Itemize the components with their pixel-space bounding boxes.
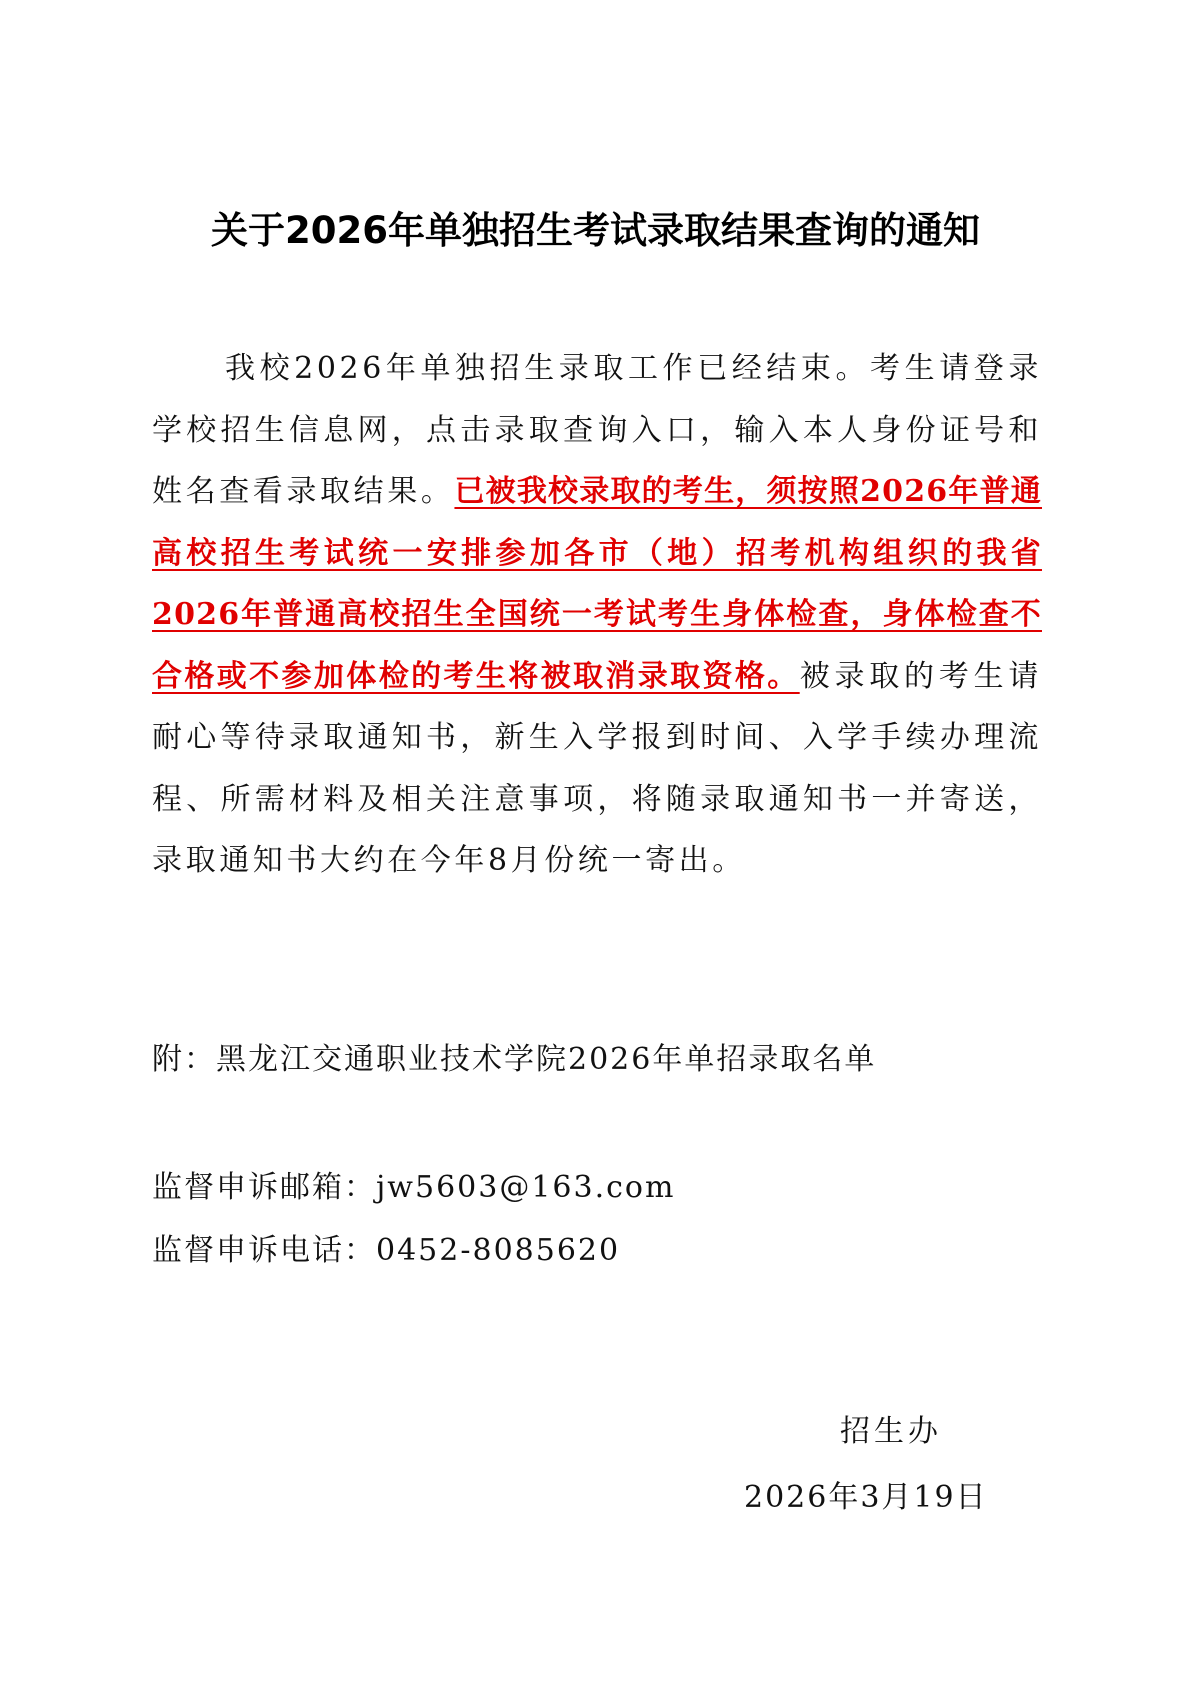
notice-body-paragraph bbox=[152, 338, 1042, 892]
signature-office: 招生办 bbox=[840, 1414, 942, 1449]
notice-title: 关于2026年单独招生考试录取结果查询的通知 bbox=[211, 209, 980, 252]
body-text-before: 我校2026年单独招生录取工作已经结束。考生请登录学校招生信息网，点击录取查询入口，输入本人身份证号和姓名查看录取结果。 bbox=[152, 351, 1042, 509]
complaint-email-line: 监督申诉邮箱：jw5603@163.com bbox=[152, 1170, 676, 1205]
body-text-after: 被录取的考生请耐心等待录取通知书，新生入学报到时间、入学手续办理流程、所需材料及相关注意事项，将随录取通知书一并寄送，录取通知书大约在今年8月份统一寄出。 bbox=[152, 658, 1043, 878]
complaint-phone-line: 监督申诉电话：0452-8085620 bbox=[152, 1233, 621, 1268]
body-highlight-requirement: 已被我校录取的考生，须按照2026年普通高校招生考试统一安排参加各市（地）招考机构组织的我省2026年普通高校招生全国统一考试考生身体检查，身体检查不合格或不参加体检的考生将被取消录取资格。 bbox=[152, 474, 1042, 694]
attachment-line: 附：黑龙江交通职业技术学院2026年单招录取名单 bbox=[152, 1042, 877, 1077]
signature-date: 2026年3月19日 bbox=[744, 1480, 988, 1515]
